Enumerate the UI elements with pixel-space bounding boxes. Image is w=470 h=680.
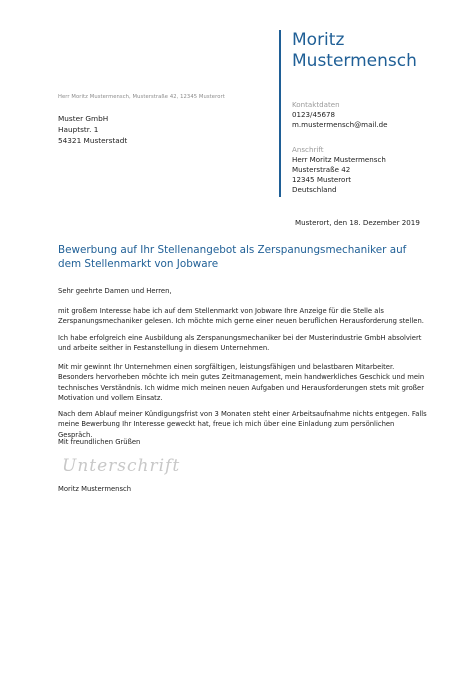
address-block: [292, 145, 386, 195]
address-line: 12345 Musterort: [292, 175, 352, 184]
paragraph-2: Ich habe erfolgreich eine Ausbildung als Zerspanungsmechaniker bei der Musterindustrie GmbH absolviert und arbeite seither in Festanstellung in diesem Unternehmen.: [58, 334, 422, 353]
paragraph-1: mit großem Interesse habe ich auf dem Stellenmarkt von Jobware Ihre Anzeige für die Stelle als Zerspanungsmechaniker gelesen. Ich möchte mich gerne einer neuen beruflichen Herausforderung stellen.: [58, 307, 424, 326]
contact-phone: 0123/45678: [292, 110, 336, 119]
paragraph-3: Mit mir gewinnt Ihr Unternehmen einen sorgfältigen, leistungsfähigen und belastbaren Mitarbeiter. Besonders hervorheben möchte ich mein gutes Zeitmanagement, mein handwerkliches Geschick und mein technisches Verständnis. Ich widme mich meinen neuen Aufgaben und Herausforderungen stets mit großer Motivation und vollem Einsatz.: [58, 363, 425, 402]
sender-address-line: Herr Moritz Mustermensch, Musterstraße 42, 12345 Musterort: [58, 94, 225, 100]
recipient-line: Muster GmbH: [58, 114, 109, 123]
sidebar-divider: [279, 30, 281, 197]
contact-label: Kontaktdaten: [292, 100, 340, 109]
sender-name-heading: [292, 30, 417, 72]
letter-date: Musterort, den 18. Dezember 2019: [295, 218, 420, 227]
address-line: Deutschland: [292, 185, 337, 194]
recipient-line: Hauptstr. 1: [58, 125, 99, 134]
letter-subject: Bewerbung auf Ihr Stellenangebot als Zerspanungsmechaniker auf dem Stellenmarkt von Jobware: [58, 244, 407, 270]
sender-last-name: Mustermensch: [292, 51, 417, 71]
signature: Unterschrift: [62, 456, 181, 476]
recipient-address: [58, 113, 127, 146]
signature-name: Moritz Mustermensch: [58, 485, 132, 493]
closing: Mit freundlichen Grüßen: [58, 438, 141, 446]
sender-first-name: Moritz: [292, 30, 345, 50]
paragraph-4: Nach dem Ablauf meiner Kündigungsfrist von 3 Monaten steht einer Arbeitsaufnahme nichts entgegen. Falls meine Bewerbung Ihr Interesse geweckt hat, freue ich mich über eine Einladung zum persönlichen Gespräch.: [58, 410, 427, 439]
contact-email: m.mustermensch@mail.de: [292, 120, 388, 129]
salutation: Sehr geehrte Damen und Herren,: [58, 287, 172, 295]
address-line: Musterstraße 42: [292, 165, 351, 174]
address-label: Anschrift: [292, 145, 324, 154]
address-line: Herr Moritz Mustermensch: [292, 155, 386, 164]
recipient-line: 54321 Musterstadt: [58, 136, 128, 145]
contact-block: [292, 100, 387, 130]
